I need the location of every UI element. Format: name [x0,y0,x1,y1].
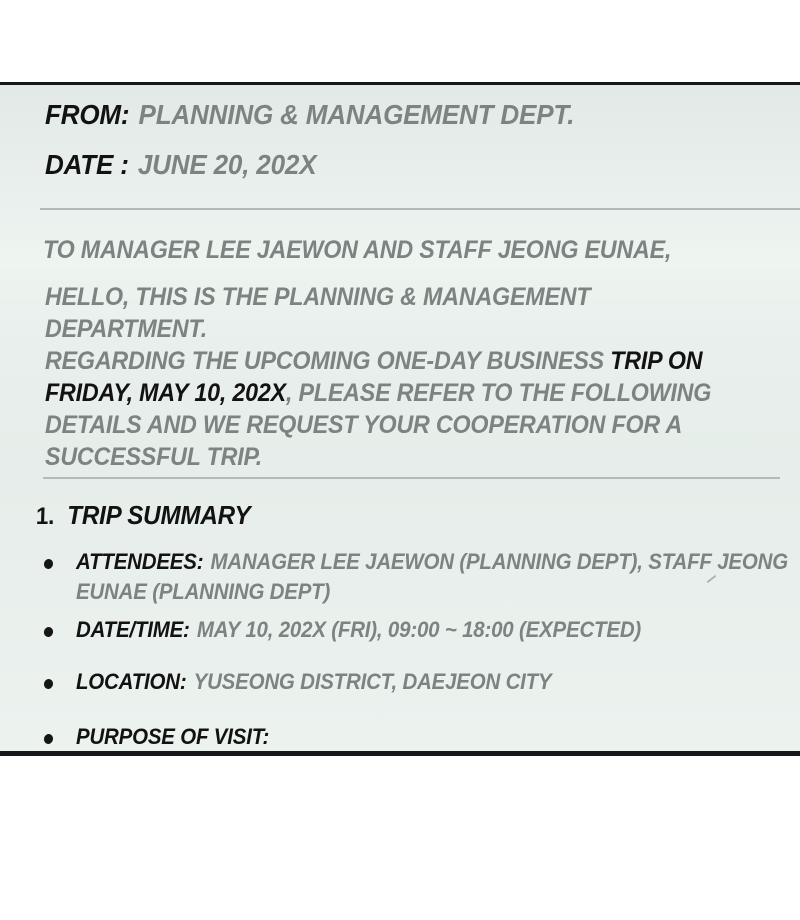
datetime-value: MAY 10, 202X (FRI), 09:00 ~ 18:00 (EXPECTED) [196,617,642,642]
section-heading [36,500,250,532]
section-divider [43,477,780,479]
memo-panel [0,82,800,756]
bullet-location-text [76,667,551,697]
intro-line-6: SUCCESSFUL TRIP. [45,443,263,471]
intro-line-3-black: TRIP ON [610,347,703,375]
location-line [76,667,551,697]
intro-line-4-black: FRIDAY, MAY 10, 202X [45,379,286,407]
bullet-dot-icon [43,678,55,690]
intro-line-2: DEPARTMENT. [45,315,208,343]
purpose-line [76,722,276,752]
intro-line-5: DETAILS AND WE REQUEST YOUR COOPERATION FOR A [45,411,683,439]
salutation: TO MANAGER LEE JAEWON AND STAFF JEONG EUNAE, [43,236,672,264]
attendees-line-1 [76,547,788,577]
from-label: FROM: [45,99,130,130]
purpose-label: PURPOSE OF VISIT: [76,724,270,749]
intro-line-3 [45,345,711,377]
attendees-value-line-2: EUNAE (PLANNING DEPT) [76,579,331,604]
intro-line-1: HELLO, THIS IS THE PLANNING & MANAGEMENT [45,283,591,311]
from-line [45,98,574,132]
bullet-datetime-text [76,615,641,645]
from-value: PLANNING & MANAGEMENT DEPT. [138,99,575,130]
bullet-location [44,667,587,697]
date-line [45,148,316,182]
header-divider [40,208,800,210]
intro-line-4-gray: , PLEASE REFER TO THE FOLLOWING [285,379,712,407]
intro-paragraph [45,281,711,473]
location-value: YUSEONG DISTRICT, DAEJEON CITY [193,669,552,694]
bullet-datetime [44,615,684,645]
location-label: LOCATION: [76,669,187,694]
bullet-dot-icon [43,558,55,570]
bullet-attendees [44,547,800,607]
datetime-label: DATE/TIME: [76,617,190,642]
bullet-attendees-text [76,547,788,607]
bullet-purpose-text [76,722,276,752]
bullet-dot-icon [43,626,55,638]
date-label: DATE : [45,149,129,180]
datetime-line [76,615,641,645]
bullet-dot-icon [43,733,55,745]
intro-line-3-gray: REGARDING THE UPCOMING ONE-DAY BUSINESS [45,347,611,375]
attendees-label: ATTENDEES: [76,549,204,574]
bullet-purpose [44,722,291,752]
section-title: TRIP SUMMARY [67,500,251,530]
date-value: JUNE 20, 202X [137,149,317,180]
section-number: 1. [35,503,55,530]
attendees-value-line-1: MANAGER LEE JAEWON (PLANNING DEPT), STAFF JEONG [210,549,788,574]
intro-line-4 [45,377,711,409]
